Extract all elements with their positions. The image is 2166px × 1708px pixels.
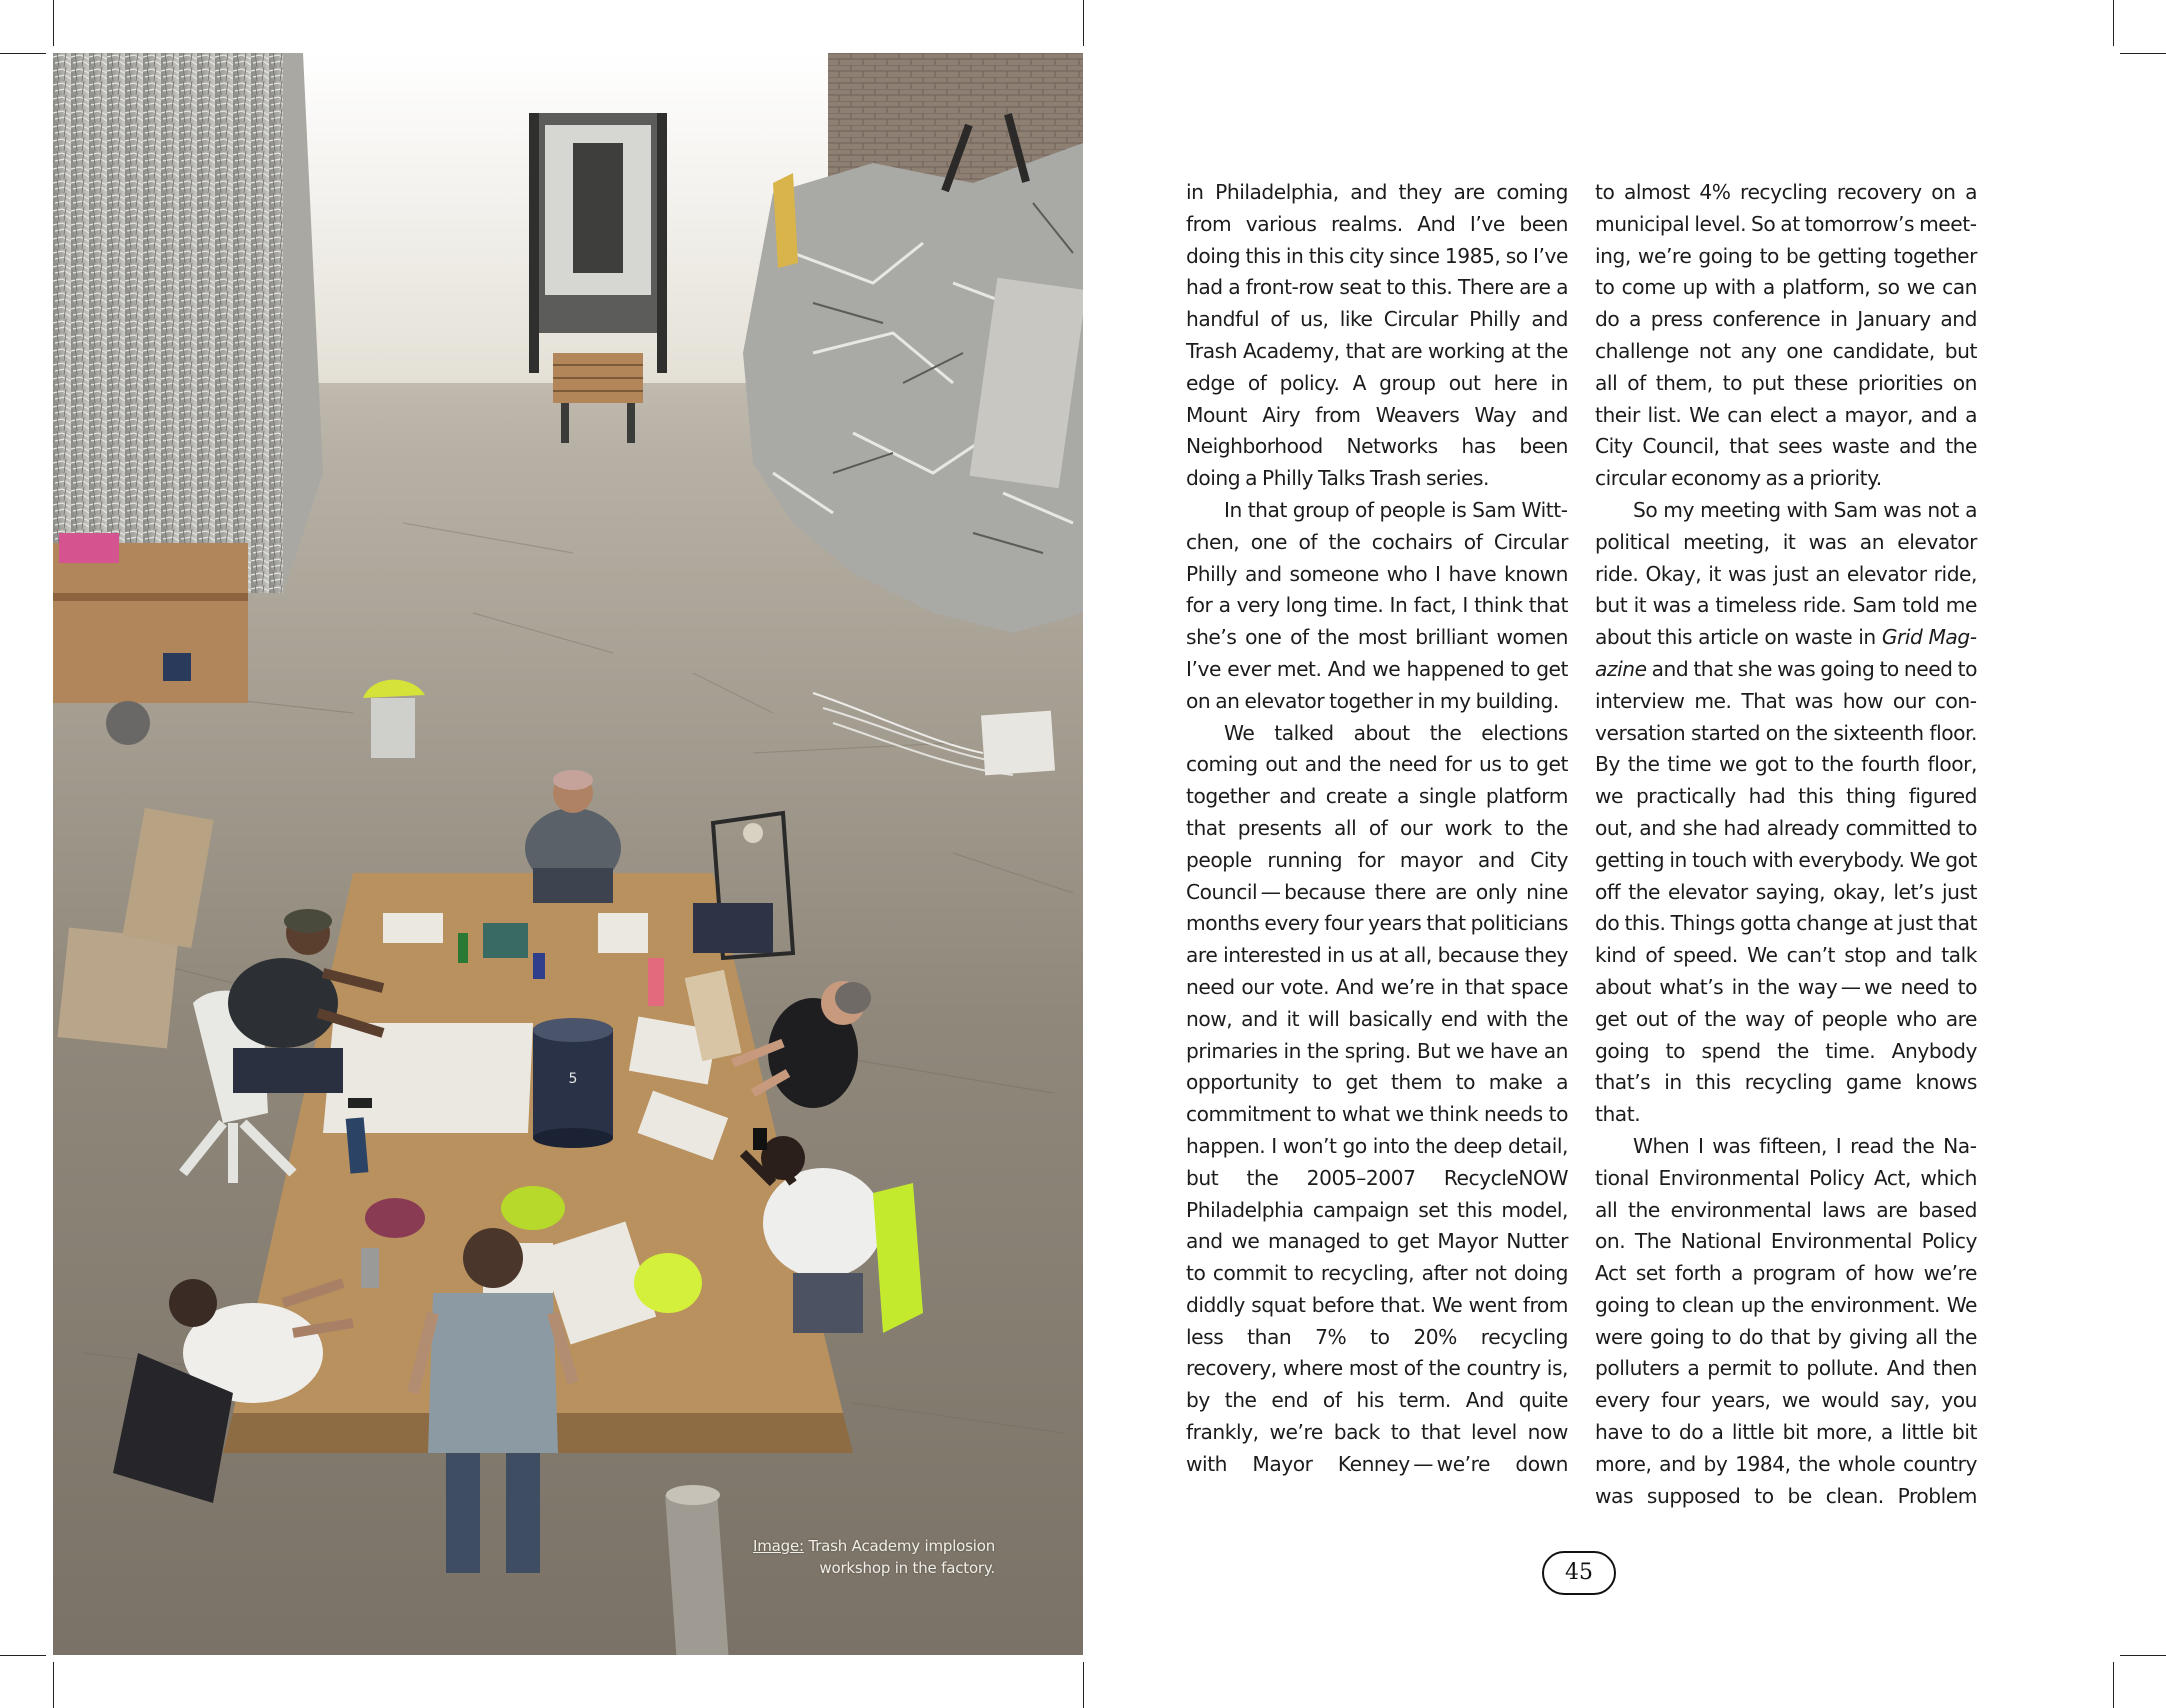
- photo-caption: [753, 1535, 995, 1579]
- paragraph: [1595, 495, 1977, 1131]
- crop-mark: [1083, 1662, 1084, 1708]
- workshop-photo: [53, 53, 1083, 1655]
- page-number: 45: [1542, 1551, 1616, 1595]
- paragraph: We talked about the elections coming out and the need for us to get together and create a single platform that presents all of our work to the people running for mayor and City Council — because there are only nine months every four years that politicians are interested in us at all, because they need our vote. And we’re in that space now, and it will basically end with the primaries in the spring. But we have an opportunity to get them to make a commitment to what we think needs to happen. I won’t go into the deep detail, but the 2005–2007 RecycleNOW Philadelphia campaign set this model, and we managed to get Mayor Nutter to commit to recycling, after not doing diddly squat before that. We went from less than 7% to 20% recycling recovery, where most of the country is, by the end of his term. And quite frankly, we’re back to that level now with Mayor Kenney — we’re down: [1186, 720, 1568, 1476]
- caption-line-2: workshop in the factory.: [819, 1559, 995, 1577]
- paragraph-text: So my meeting with Sam was not a political meeting, it was an elevator ride. Okay, it was just an elevator ride, but it was a timeless ride. Sam told me about this article on waste in: [1595, 497, 1977, 650]
- bucket-label: 5: [568, 1071, 578, 1087]
- crop-mark: [2113, 0, 2114, 46]
- crop-mark: [2113, 1662, 2114, 1708]
- crop-mark: [2120, 1655, 2166, 1656]
- crop-mark: [0, 53, 46, 54]
- paragraph: When I was fifteen, I read the National Environmental Policy Act, which all the environmental laws are based on. The National Environmental Policy Act set forth a program of how we’re going to clean up the environment. We were going to do that by giving all the polluters a permit to pollute. And then every four years, we would say, you have to do a little bit more, a little bit more, and by 1984, the whole country was supposed to be clean. Problem: [1595, 1133, 1977, 1508]
- caption-label: Image:: [753, 1537, 804, 1555]
- crop-mark: [53, 0, 54, 46]
- paragraph-text: and that she was going to need to interview me. That was how our conversation started on the sixteenth floor. By the time we got to the fourth floor, we practically had this thing figured out, and she had already committed to getting in touch with everybody. We got off the elevator saying, okay, let’s just do this. Things gotta change at just that kind of speed. We can’t stop and talk about what’s in the way — we need to get out of the way of people who are going to spend the time. Anybody that’s in this recycling game knows that.: [1595, 656, 1977, 1127]
- factory-scene-illustration: [53, 53, 1083, 1655]
- crop-mark: [1083, 0, 1084, 46]
- crop-mark: [2120, 53, 2166, 54]
- paragraph: In that group of people is Sam Wittchen, one of the cochairs of Circular Philly and someone who I have known for a very long time. In fact, I think that she’s one of the most brilliant women I’ve ever met. And we happened to get on an elevator together in my building.: [1186, 497, 1568, 713]
- crop-mark: [53, 1662, 54, 1708]
- text-column-right: [1595, 177, 1977, 1512]
- bucket: [533, 1018, 613, 1148]
- paragraph: to almost 4% recycling recovery on a municipal level. So at tomorrow’s meeting, we’re going to be getting together to come up with a platform, so we can do a press conference in January and challenge not any one candidate, but all of them, to put these priorities on their list. We can elect a mayor, and a City Council, that sees waste and the circular economy as a priority.: [1595, 180, 1977, 491]
- magazine-title: Grid Magazine: [1595, 625, 1977, 681]
- crop-mark: [0, 1655, 46, 1656]
- caption-line-1: Trash Academy implosion: [808, 1537, 995, 1555]
- paragraph: in Philadelphia, and they are coming from various realms. And I’ve been doing this in this city since 1985, so I’ve had a front-row seat to this. There are a handful of us, like Circular Philly and Trash Academy, that are working at the edge of policy. A group out here in Mount Airy from Weavers Way and Neighborhood Networks has been doing a Philly Talks Trash series.: [1186, 180, 1568, 491]
- text-column-left: [1186, 177, 1568, 1481]
